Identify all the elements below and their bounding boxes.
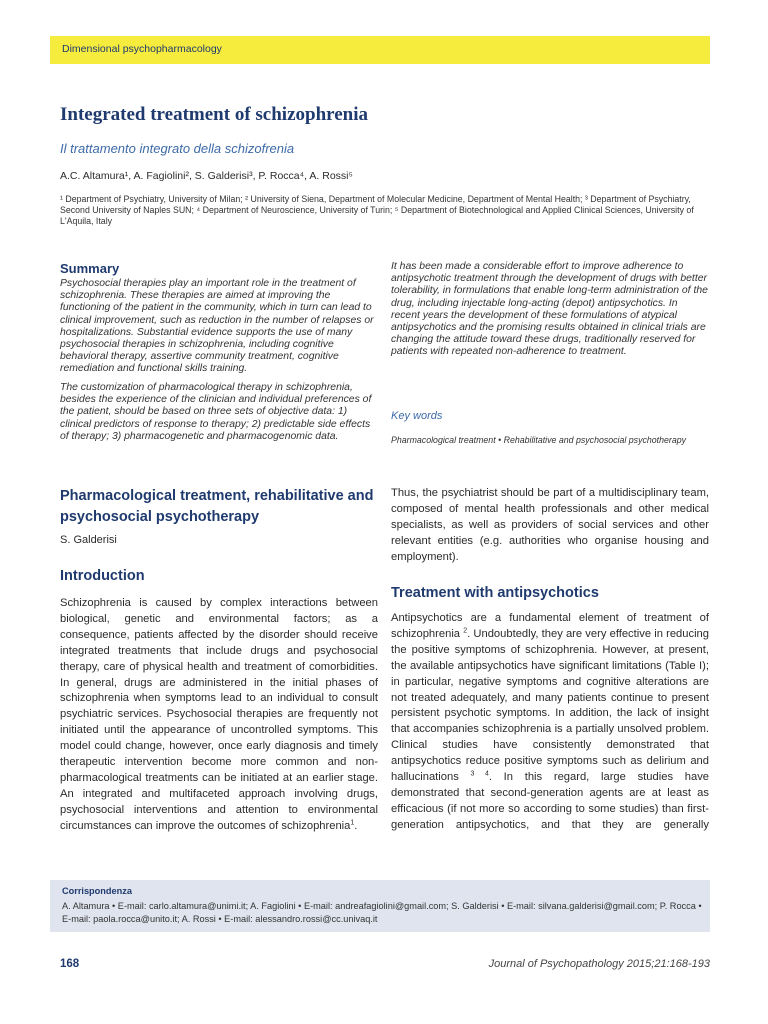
section-label: Dimensional psychopharmacology xyxy=(62,43,222,55)
page-number: 168 xyxy=(60,958,80,970)
introduction-heading: Introduction xyxy=(60,568,145,584)
article-title: Integrated treatment of schizophrenia xyxy=(60,104,368,125)
section-author: S. Galderisi xyxy=(60,534,117,546)
keywords-heading: Key words xyxy=(391,410,443,422)
journal-citation: Journal of Psychopathology 2015;21:168-193 xyxy=(488,958,710,970)
antipsychotics-heading: Treatment with antipsychotics xyxy=(391,585,599,601)
summary-paragraph-2: The customization of pharmacological therapy in schizophrenia, besides the experience of the clinician and individual preferences of the patient, should be based on three sets of objective data: 1) clinical predictors of response to therapy; 2) predictable side effects of therapy; 3) pharmacogenetic and pharmacogenomic data. xyxy=(60,382,372,442)
affiliations: ¹ Department of Psychiatry, University of Milan; ² University of Siena, Department of Molecular Medicine, Department of Mental Health; ³ Department of Psychiatry, Second University of Naples SUN; ⁴ Department of Neuroscience, University of Turin; ⁵ Department of Biotechnological and Applied Clinical Sciences, University of L'Aquila, Italy xyxy=(60,194,694,226)
summary-paragraph-1: Psychosocial therapies play an important role in the treatment of schizophrenia. These therapies are aimed at improving the functioning of the patient in the community, which in turn can lead to clinical improvement, such as reduction in the number of relapses or hospitalizations. Substantial evidence supports the use of many psychosocial therapies in schizophrenia, including cognitive behavioral therapy, assertive community treatment, cognitive remediation and functional skills training. xyxy=(60,278,374,375)
section-header-bar xyxy=(50,36,710,64)
correspondence-heading: Corrispondenza xyxy=(62,886,132,896)
article-subtitle: Il trattamento integrato della schizofrenia xyxy=(60,141,295,156)
citation-ref: 1 xyxy=(350,818,355,826)
section-heading: Pharmacological treatment, rehabilitative and psychosocial psychotherapy xyxy=(60,488,374,525)
antipsychotics-text-3: . In this regard, large studies have demonstrated that second-generation agents are at least as efficacious (if not more so according to some studies) than first-generation antipsychotics, and that they are generally xyxy=(391,771,710,831)
introduction-paragraph xyxy=(60,596,378,835)
introduction-end: . xyxy=(354,819,358,832)
summary-heading: Summary xyxy=(60,261,120,276)
correspondence-box xyxy=(50,880,710,932)
introduction-text: Schizophrenia is caused by complex interactions between biological, genetic and environmental factors; as a consequence, patients affected by the disorder should receive integrated treatments that include drugs and psychosocial therapy, care of physical health and treatment of comorbidities. In general, drugs are administered in the initial phases of schizophrenia when symptoms lead to an individual to consult psychiatric services. Psychosocial therapies are frequently not initiated until the appearance of uncontrolled symptoms. This model could change, however, once early diagnosis and timely therapeutic intervention become more common and non-pharmacological treatments can be initiated at an earlier stage. An integrated and multifaceted approach involving drugs, psychosocial interventions and attention to environmental circumstances can improve the outcomes of schizophrenia xyxy=(60,597,378,832)
antipsychotics-paragraph xyxy=(391,611,709,834)
citation-ref: 2 xyxy=(463,627,468,635)
correspondence-text: A. Altamura • E-mail: carlo.altamura@unimi.it; A. Fagiolini • E-mail: andreafagiolini@gmail.com; S. Galderisi • E-mail: silvana.galderisi@gmail.com; P. Rocca • E-mail: paola.rocca@unito.it; A. Rossi • E-mail: alessandro.rossi@cc.univaq.it xyxy=(62,901,702,924)
antipsychotics-text-2: . Undoubtedly, they are very effective in reducing the positive symptoms of schizophrenia. However, at present, the available antipsychotics have significant limitations (Table I); in particular, negative symptoms and cognitive alterations are not treated adequately, and many patients continue to present persistent psychotic symptoms. In addition, the lack of insight that accompanies schizophrenia is a partially unsolved problem. Clinical studies have consistently demonstrated that antipsychotics reduce positive symptoms such as delirium and hallucinations xyxy=(391,627,710,784)
author-list: A.C. Altamura¹, A. Fagiolini², S. Galderisi³, P. Rocca⁴, A. Rossi⁵ xyxy=(60,170,353,182)
antipsychotics-text-1: Antipsychotics are a fundamental element of treatment of schizophrenia xyxy=(391,612,709,640)
citation-ref: 3 4 xyxy=(470,770,489,778)
multidisciplinary-paragraph: Thus, the psychiatrist should be part of a multidisciplinary team, composed of mental health professionals and other medical specialists, as well as providers of social services and other relevant entities (e.g. authorities who organise housing and employment). xyxy=(391,487,709,563)
keywords-list: Pharmacological treatment • Rehabilitative and psychosocial psychotherapy xyxy=(391,435,687,445)
summary-paragraph-3: It has been made a considerable effort to improve adherence to antipsychotic treatment through the development of drugs with better tolerability, in formulations that enable long-term administration of the drug, including injectable long-acting (depot) antipsychotics. In recent years the development of these formulations of atypical antipsychotics and the promising results obtained in clinical trials are changing the attitude toward these drugs, traditionally reserved for patients with repeated non-adherence to treatment. xyxy=(391,261,708,358)
